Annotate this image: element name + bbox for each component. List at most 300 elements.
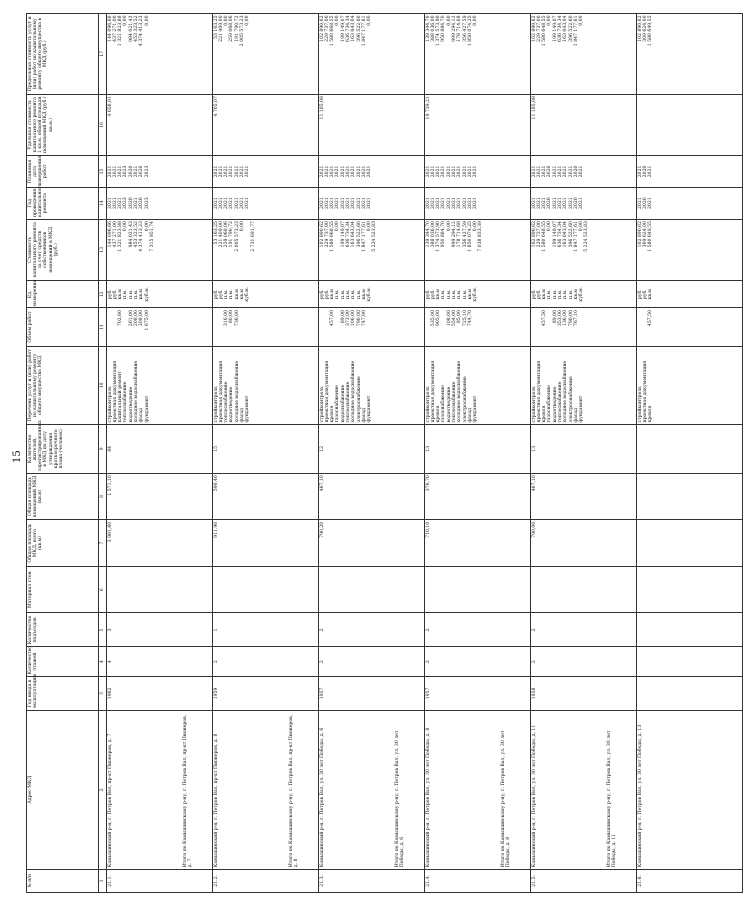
limits-list-line: 229 737,00 bbox=[536, 15, 542, 42]
volumes-list-line: 316,00 bbox=[224, 310, 230, 327]
costs-list-line: 1 850 074,25 bbox=[467, 221, 473, 252]
volumes-list-line: 373,00 bbox=[345, 310, 351, 327]
units-list-line: руб. bbox=[218, 289, 224, 300]
dates-list-line: 2021 bbox=[536, 165, 542, 178]
units-list-line: руб. bbox=[425, 289, 431, 300]
residents-cell bbox=[637, 424, 743, 473]
limits-list-line: 178 714,68 bbox=[457, 15, 463, 42]
volumes-list-line: 89,00 bbox=[340, 310, 346, 324]
units-list-line: п.м. bbox=[345, 289, 351, 300]
works-list-line: холодное водоснабжение bbox=[563, 360, 569, 423]
costs-list-line: 229 737,00 bbox=[536, 221, 542, 248]
address-text: Камышинский р-н, г. Петров Вал, ул. 30 лет Победы, д. 11 bbox=[531, 724, 537, 868]
years-list-line: 2021 bbox=[239, 197, 245, 210]
works-list-line: фундамент bbox=[367, 395, 373, 423]
limits-list-line: 4 374 413,23 bbox=[139, 15, 145, 47]
address-cell bbox=[531, 710, 637, 869]
costs-list-line: 0,00 bbox=[123, 221, 129, 232]
years-list-line: 2021 bbox=[224, 197, 230, 210]
works-list-line: холодное водоснабжение bbox=[351, 360, 357, 423]
units-list bbox=[213, 280, 319, 308]
costs-list-line: 199 149,07 bbox=[340, 221, 346, 248]
volumes-list-line: 1 675,00 bbox=[144, 310, 150, 331]
dates-list-line: 2021 bbox=[473, 165, 479, 178]
dates-list bbox=[531, 156, 637, 188]
limits-list-line: 199 149,07 bbox=[340, 15, 346, 42]
dates-list-line: 2021 bbox=[213, 165, 219, 178]
dates-list-line: 2021 bbox=[234, 165, 240, 178]
year-cell: 1958 bbox=[531, 676, 637, 710]
address-cell bbox=[425, 710, 531, 869]
years-list-line: 2021 bbox=[107, 197, 113, 210]
works-list bbox=[531, 346, 637, 424]
units-list-line: п.м. bbox=[351, 289, 357, 300]
years-list-line: 2021 bbox=[245, 197, 251, 210]
years-list-line: 2021 bbox=[324, 197, 330, 210]
volumes-list-line: 905,00 bbox=[436, 310, 442, 327]
units-list-line: руб. bbox=[531, 289, 537, 300]
volumes-list-line: 208,00 bbox=[133, 310, 139, 327]
units-list-line: п.м. bbox=[547, 289, 553, 300]
costs-list-total: 7 038 833,39 bbox=[478, 221, 484, 252]
units-list-line: кв.м bbox=[467, 288, 473, 300]
volumes-list-line: 702,60 bbox=[118, 310, 124, 327]
unit-cost-cell: 11 185,08 bbox=[319, 94, 425, 155]
limits-list bbox=[531, 14, 637, 95]
works-list-line: капитальный ремонт bbox=[118, 371, 124, 423]
address-total-text: Итого по Камышинскому р-ну, г. Петров Вал, ул. 30 лет Победы, д. 8 bbox=[500, 730, 512, 868]
limits-list-line: 0,00 bbox=[579, 15, 585, 26]
units-list-line: руб. bbox=[637, 289, 643, 300]
works-list-line: фасад bbox=[467, 408, 473, 423]
costs-list-line: 221 409,00 bbox=[218, 221, 224, 248]
area-rooms-cell: 1 571,10 bbox=[107, 473, 213, 520]
years-list-line: 2021 bbox=[218, 197, 224, 210]
limits-list-line: 999 294,12 bbox=[451, 15, 457, 42]
costs-list-line: 199 149,07 bbox=[552, 221, 558, 248]
costs-list-total bbox=[653, 221, 658, 278]
column-number-row bbox=[99, 14, 107, 893]
units-list-line: кв.м bbox=[139, 288, 145, 300]
costs-list-line: 1 580 649,55 bbox=[648, 221, 654, 252]
table-body bbox=[107, 14, 743, 893]
material-cell bbox=[213, 566, 319, 613]
limits-list-line: 163 643,04 bbox=[563, 15, 569, 42]
units-list-line: куб.м. bbox=[579, 286, 585, 302]
volumes-list-line: 744,70 bbox=[467, 310, 473, 327]
year-cell: 1959 bbox=[213, 676, 319, 710]
volumes-list bbox=[319, 308, 425, 346]
units-list bbox=[531, 280, 637, 308]
costs-list-line: 0,00 bbox=[547, 221, 553, 232]
works-list-line: кровля bbox=[542, 405, 548, 423]
year-cell: 1957 bbox=[319, 676, 425, 710]
years-list bbox=[107, 187, 213, 219]
column-number: 2 bbox=[99, 710, 107, 869]
column-header: Количество подъездов bbox=[27, 613, 99, 647]
dates-list-line: 2021 bbox=[229, 165, 235, 178]
column-header: Материал стен bbox=[27, 566, 99, 613]
works-list-line: стройконтроль bbox=[319, 386, 325, 423]
column-header: Предельная стоимость услуг и (или) работ по капитальному ремонту общего имущества в МКД (руб.) bbox=[27, 14, 99, 95]
years-list bbox=[213, 187, 319, 219]
works-list-line: проектная документация bbox=[324, 360, 330, 423]
costs-list bbox=[637, 219, 743, 280]
units-list-line: п.м. bbox=[128, 289, 134, 300]
table-row bbox=[107, 14, 213, 893]
years-list-line: 2021 bbox=[462, 197, 468, 210]
column-header: Ед. измерения bbox=[27, 280, 99, 308]
units-list-line: куб.м. bbox=[245, 286, 251, 302]
costs-list-line: 139 344,70 bbox=[425, 221, 431, 248]
column-header: Объем работ bbox=[27, 308, 99, 346]
costs-list-line: 0,00 bbox=[473, 221, 479, 232]
dates-list-line: 2023 bbox=[144, 165, 150, 178]
limits-list-line: 1 850 074,25 bbox=[467, 15, 473, 47]
costs-list-line: 2 005 573,23 bbox=[234, 221, 240, 252]
works-list-line: фасад bbox=[239, 408, 245, 423]
address-cell bbox=[637, 710, 743, 869]
years-list-line: 2021 bbox=[356, 197, 362, 210]
floors-cell: 2 bbox=[531, 647, 637, 677]
column-header: Стоимость капитального ремонта за счет средств собственников помещений в МКД (руб.) bbox=[27, 219, 99, 280]
limits-list-line: 0,00 bbox=[335, 15, 341, 26]
works-list-line: электроснабжение bbox=[462, 376, 468, 423]
units-list-line: руб. bbox=[536, 289, 542, 300]
works-list-line: фундамент bbox=[579, 395, 585, 423]
units-list-line: п.м. bbox=[462, 289, 468, 300]
years-list-line: 2023 bbox=[123, 197, 129, 210]
limits-list-line: 984 021,43 bbox=[128, 15, 134, 42]
limits-list-line: 259 068,06 bbox=[229, 15, 235, 42]
units-list-line: кв.м bbox=[542, 288, 548, 300]
costs-list-line: 437 271,00 bbox=[112, 221, 118, 248]
works-list-line: фасад bbox=[139, 408, 145, 423]
dates-list-line: 2021 bbox=[563, 165, 569, 178]
works-list-line: водоотведение bbox=[229, 386, 235, 423]
volumes-list-line: 89,00 bbox=[552, 310, 558, 324]
costs-list-line: 0,00 bbox=[144, 221, 150, 232]
units-list-line: кв.м bbox=[118, 288, 124, 300]
costs-list-line: 1 321 823,88 bbox=[118, 221, 124, 252]
years-list-line: 2021 bbox=[441, 197, 447, 210]
material-cell bbox=[637, 566, 743, 613]
dates-list-line: 2021 bbox=[367, 165, 373, 178]
years-list-line: 2021 bbox=[467, 197, 473, 210]
units-list-line: п.м. bbox=[133, 289, 139, 300]
works-list-line: газоснабжение bbox=[335, 385, 341, 423]
dates-list-line: 2020 bbox=[128, 165, 134, 178]
works-list-line: холодное водоснабжение bbox=[133, 360, 139, 423]
volumes-list-line: 80,00 bbox=[229, 310, 235, 324]
dates-list-line: 2021 bbox=[112, 165, 118, 178]
units-list-line: п.м. bbox=[229, 289, 235, 300]
works-list-line: фасад bbox=[361, 408, 367, 423]
dates-list-line: 2021 bbox=[568, 165, 574, 178]
units-list bbox=[107, 280, 213, 308]
limits-list bbox=[319, 14, 425, 95]
dates-list-line: 2021 bbox=[441, 165, 447, 178]
costs-list-line: 4 374 413,23 bbox=[139, 221, 145, 252]
dates-list-line: 2021 bbox=[351, 165, 357, 178]
units-list-line: кв.м bbox=[648, 288, 654, 300]
column-header: Плановая дата завершения работ bbox=[27, 156, 99, 188]
volumes-list-line: 725,10 bbox=[462, 310, 468, 327]
volumes-list bbox=[637, 308, 743, 346]
dates-list-line: 2021 bbox=[330, 165, 336, 178]
years-list-line: 2021 bbox=[648, 197, 654, 210]
row-number: 21.5. bbox=[531, 869, 637, 892]
row-number: 21.1. bbox=[107, 869, 213, 892]
dates-list-line: 2021 bbox=[467, 165, 473, 178]
area-total-cell bbox=[637, 520, 743, 567]
area-rooms-cell: 590,40 bbox=[213, 473, 319, 520]
years-list-line: 2021 bbox=[330, 197, 336, 210]
works-list bbox=[319, 346, 425, 424]
works-list-line: теплоснабжение bbox=[123, 381, 129, 423]
limits-list-line: 636 734,34 bbox=[345, 15, 351, 42]
years-list-line: 2021 bbox=[234, 197, 240, 210]
limits-list-line: 950 884,70 bbox=[441, 15, 447, 42]
works-list-line: газоснабжение bbox=[441, 385, 447, 423]
area-total-cell: 790,20 bbox=[319, 520, 425, 567]
volumes-list-line: 457,50 bbox=[648, 310, 654, 327]
costs-list-total: 2 731 691,77 bbox=[250, 221, 256, 252]
works-list-line: проектная документация bbox=[218, 360, 224, 423]
works-list bbox=[425, 346, 531, 424]
column-number: 5 bbox=[99, 613, 107, 647]
units-list-line: руб. bbox=[642, 289, 648, 300]
costs-list-line: 259 068,06 bbox=[224, 221, 230, 248]
column-number: 3 bbox=[99, 676, 107, 710]
works-list-line: фундамент bbox=[144, 395, 150, 423]
costs-list-line: 163 643,04 bbox=[351, 221, 357, 248]
costs-list-line: 102 890,62 bbox=[319, 221, 325, 248]
dates-list-line: 2021 bbox=[451, 165, 457, 178]
residents-cell: 13 bbox=[531, 424, 637, 473]
residents-cell: 13 bbox=[425, 424, 531, 473]
costs-list-line: 309 624,00 bbox=[642, 221, 648, 248]
limits-list-line: 0,00 bbox=[473, 15, 479, 26]
address-cell bbox=[107, 710, 213, 869]
works-list-line: холодное водоснабжение bbox=[234, 360, 240, 423]
volumes-list-line: 790,00 bbox=[356, 310, 362, 327]
dates-list bbox=[213, 156, 319, 188]
dates-list-line: 2023 bbox=[123, 165, 129, 178]
limits-list-line: 139 344,70 bbox=[425, 15, 431, 42]
floors-cell: 4 bbox=[107, 647, 213, 677]
area-total-cell: 3 981,60 bbox=[107, 520, 213, 567]
works-list-line: электроснабжение bbox=[568, 376, 574, 423]
works-list-line: теплоснабжение bbox=[451, 381, 457, 423]
costs-list-line: 102 890,62 bbox=[531, 221, 537, 248]
dates-list-line: 2021 bbox=[436, 165, 442, 178]
column-number: 4 bbox=[99, 647, 107, 677]
years-list-line: 2021 bbox=[118, 197, 124, 210]
table-row bbox=[319, 14, 425, 893]
units-list-line: п.м. bbox=[568, 289, 574, 300]
volumes-list-line: 106,00 bbox=[351, 310, 357, 327]
volumes-list-line bbox=[367, 310, 372, 344]
column-number: 9 bbox=[99, 424, 107, 473]
volumes-list-line: 208,00 bbox=[139, 310, 145, 327]
volumes-list bbox=[107, 308, 213, 346]
dates-list-line: 2021 bbox=[637, 165, 643, 178]
dates-list-line: 2021 bbox=[531, 165, 537, 178]
works-list-line: проектная документация bbox=[430, 360, 436, 423]
column-number: 17 bbox=[99, 14, 107, 95]
works-list-line: фундамент bbox=[245, 395, 251, 423]
address-text: Камышинский р-н, г. Петров Вал, пр-кт Пионеров, д. 7 bbox=[107, 733, 113, 868]
costs-list-line: 1 580 668,55 bbox=[330, 221, 336, 252]
address-total-text: Итого по Камышинскому р-ну, г. Петров Вал, пр-кт Пионеров, д. 7 bbox=[182, 714, 194, 868]
years-list-line: 2021 bbox=[473, 197, 479, 210]
unit-cost-cell: 4 656,01 bbox=[107, 94, 213, 155]
dates-list-line: 2021 bbox=[430, 165, 436, 178]
costs-list-line: 1 847 177,61 bbox=[573, 221, 579, 252]
limits-list-line: 0,00 bbox=[144, 15, 150, 26]
area-rooms-cell: 467,10 bbox=[319, 473, 425, 520]
area-total-cell: 710,10 bbox=[425, 520, 531, 567]
volumes-list-line: 457,50 bbox=[542, 310, 548, 327]
floors-cell: 2 bbox=[319, 647, 425, 677]
works-list-line: теплоснабжение bbox=[557, 381, 563, 423]
costs-list-line: 0,00 bbox=[335, 221, 341, 232]
dates-list bbox=[637, 156, 743, 188]
table-row bbox=[531, 14, 637, 893]
entrances-cell: 1 bbox=[213, 613, 319, 647]
limits-list bbox=[107, 14, 213, 95]
years-list-line: 2021 bbox=[229, 197, 235, 210]
units-list-line: п.м. bbox=[340, 289, 346, 300]
years-list bbox=[319, 187, 425, 219]
costs-list-line: 144 096,66 bbox=[107, 221, 113, 248]
costs-list-line: 1 847 177,61 bbox=[361, 221, 367, 252]
years-list-line: 2021 bbox=[542, 197, 548, 210]
area-rooms-cell: 467,10 bbox=[531, 473, 637, 520]
limits-list-line: 1 580 649,55 bbox=[648, 15, 654, 47]
costs-list bbox=[319, 219, 425, 280]
dates-list-line: 2021 bbox=[107, 165, 113, 178]
costs-list-line: 636 734,34 bbox=[345, 221, 351, 248]
unit-cost-cell: 19 739,21 bbox=[425, 94, 531, 155]
works-list-line: стройконтроль bbox=[213, 386, 219, 423]
volumes-list-line: 353,00 bbox=[557, 310, 563, 327]
limits-list-line: 0,00 bbox=[547, 15, 553, 26]
material-cell bbox=[319, 566, 425, 613]
units-list-line: п.м. bbox=[552, 289, 558, 300]
costs-list-line: 163 643,04 bbox=[563, 221, 569, 248]
years-list-line: 2023 bbox=[144, 197, 150, 210]
limits-list-line: 0,00 bbox=[224, 15, 230, 26]
year-cell bbox=[637, 676, 743, 710]
works-list-line: кровля bbox=[330, 405, 336, 423]
dates-list-line: 2020 bbox=[139, 165, 145, 178]
limits-list-line: 144 096,66 bbox=[107, 15, 113, 42]
costs-list-line: 1 374 573,90 bbox=[436, 221, 442, 252]
units-list-line: руб. bbox=[430, 289, 436, 300]
units-list-line: п.м. bbox=[446, 289, 452, 300]
dates-list-line: 2020 bbox=[573, 165, 579, 178]
costs-list bbox=[213, 219, 319, 280]
dates-list bbox=[319, 156, 425, 188]
row-number: 21.4. bbox=[425, 869, 531, 892]
works-list bbox=[637, 346, 743, 424]
years-list-line: 2021 bbox=[425, 197, 431, 210]
limits-list-line: 102 890,62 bbox=[531, 15, 537, 42]
costs-list-line: 53 163,25 bbox=[213, 221, 219, 245]
works-list-line: водоотведение bbox=[446, 386, 452, 423]
entrances-cell: 2 bbox=[531, 613, 637, 647]
costs-list-line: 984 021,43 bbox=[128, 221, 134, 248]
dates-list-line: 2021 bbox=[118, 165, 124, 178]
limits-list-line: 309 624,00 bbox=[642, 15, 648, 42]
volumes-list-line: 790,00 bbox=[568, 310, 574, 327]
units-list-line: руб. bbox=[319, 289, 325, 300]
units-list-line: п.м. bbox=[356, 289, 362, 300]
units-list-line: п.м. bbox=[563, 289, 569, 300]
volumes-list-line: 554,00 bbox=[451, 310, 457, 327]
costs-list-line: 102 890,62 bbox=[637, 221, 643, 248]
costs-list-line: 229 737,00 bbox=[324, 221, 330, 248]
floors-cell: 2 bbox=[425, 647, 531, 677]
units-list-line: руб. bbox=[107, 289, 113, 300]
dates-list-line: 2021 bbox=[425, 165, 431, 178]
works-list-line: проектная документация bbox=[642, 360, 648, 423]
units-list-line: п.м. bbox=[557, 289, 563, 300]
floors-cell: 2 bbox=[213, 647, 319, 677]
column-number: 1 bbox=[99, 869, 107, 892]
page-number: 15 bbox=[12, 450, 23, 463]
years-list-line: 2021 bbox=[557, 197, 563, 210]
works-list bbox=[107, 346, 213, 424]
column-number: 14 bbox=[99, 187, 107, 219]
limits-list-line: 221 409,00 bbox=[218, 15, 224, 42]
units-list-line: руб. bbox=[213, 289, 219, 300]
volumes-list-line: 85,00 bbox=[457, 310, 463, 324]
years-list-line: 2021 bbox=[536, 197, 542, 210]
costs-list-line: 0,00 bbox=[367, 221, 373, 232]
years-list bbox=[425, 187, 531, 219]
limits-list-line: 437 271,00 bbox=[112, 15, 118, 42]
units-list-line: п.м. bbox=[224, 289, 230, 300]
unit-cost-cell bbox=[637, 94, 743, 155]
column-number: 6 bbox=[99, 566, 107, 613]
dates-list-line: 2021 bbox=[340, 165, 346, 178]
row-number: 21.2. bbox=[213, 869, 319, 892]
years-list-line: 2021 bbox=[446, 197, 452, 210]
years-list-line: 2020 bbox=[573, 197, 579, 210]
units-list-line: кв.м bbox=[234, 288, 240, 300]
address-cell bbox=[319, 710, 425, 869]
works-list-line: фундамент bbox=[473, 395, 479, 423]
unit-cost-cell: 4 705,07 bbox=[213, 94, 319, 155]
dates-list-line: 2021 bbox=[579, 165, 585, 178]
costs-list bbox=[425, 219, 531, 280]
units-list-line: п.м. bbox=[441, 289, 447, 300]
dates-list-line: 2021 bbox=[648, 165, 654, 178]
limits-list bbox=[213, 14, 319, 95]
dates-list-line: 2021 bbox=[324, 165, 330, 178]
dates-list-line: 2021 bbox=[345, 165, 351, 178]
years-list-line: 2021 bbox=[335, 197, 341, 210]
limits-list-line: 1 580 648,55 bbox=[542, 15, 548, 47]
years-list-line: 2021 bbox=[531, 197, 537, 210]
limits-list-line: 388 036,00 bbox=[430, 15, 436, 42]
column-number: 16 bbox=[99, 94, 107, 155]
works-list-line: теплоснабжение bbox=[224, 381, 230, 423]
years-list-line: 2021 bbox=[430, 197, 436, 210]
